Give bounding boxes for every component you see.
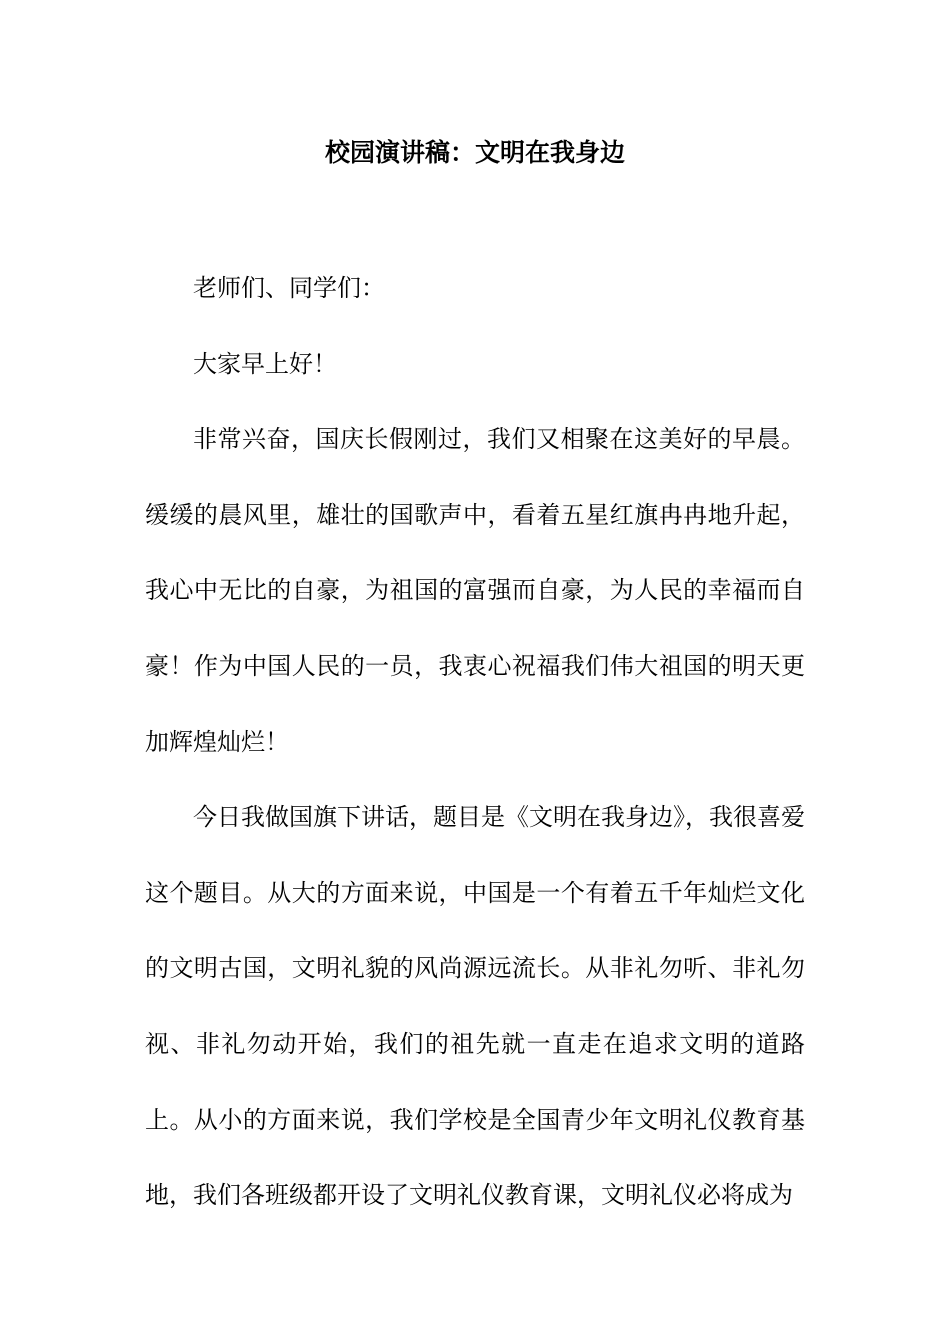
body-paragraph: 今日我做国旗下讲话，题目是《文明在我身边》，我很喜爱这个题目。从大的方面来说，中国是一个有着五千年灿烂文化的文明古国，文明礼貌的风尚源远流长。从非礼勿听、非礼勿视、非礼勿动开始，我们的祖先就一直走在追求文明的道路上。从小的方面来说，我们学校是全国青少年文明礼仪教育基地，我们各班级都开设了文明礼仪教育课，文明礼仪必将成为 bbox=[145, 803, 805, 1210]
document-title: 校园演讲稿：文明在我身边 bbox=[324, 138, 625, 167]
document-body bbox=[145, 251, 805, 1234]
greeting-paragraph: 大家早上好！ bbox=[193, 349, 337, 378]
body-paragraph: 非常兴奋，国庆长假刚过，我们又相聚在这美好的早晨。缓缓的晨风里，雄壮的国歌声中，看着五星红旗冉冉地升起，我心中无比的自豪，为祖国的富强而自豪，为人民的幸福而自豪！作为中国人民的一员，我衷心祝福我们伟大祖国的明天更加辉煌灿烂！ bbox=[145, 425, 805, 756]
salutation-paragraph: 老师们、同学们： bbox=[193, 274, 385, 302]
